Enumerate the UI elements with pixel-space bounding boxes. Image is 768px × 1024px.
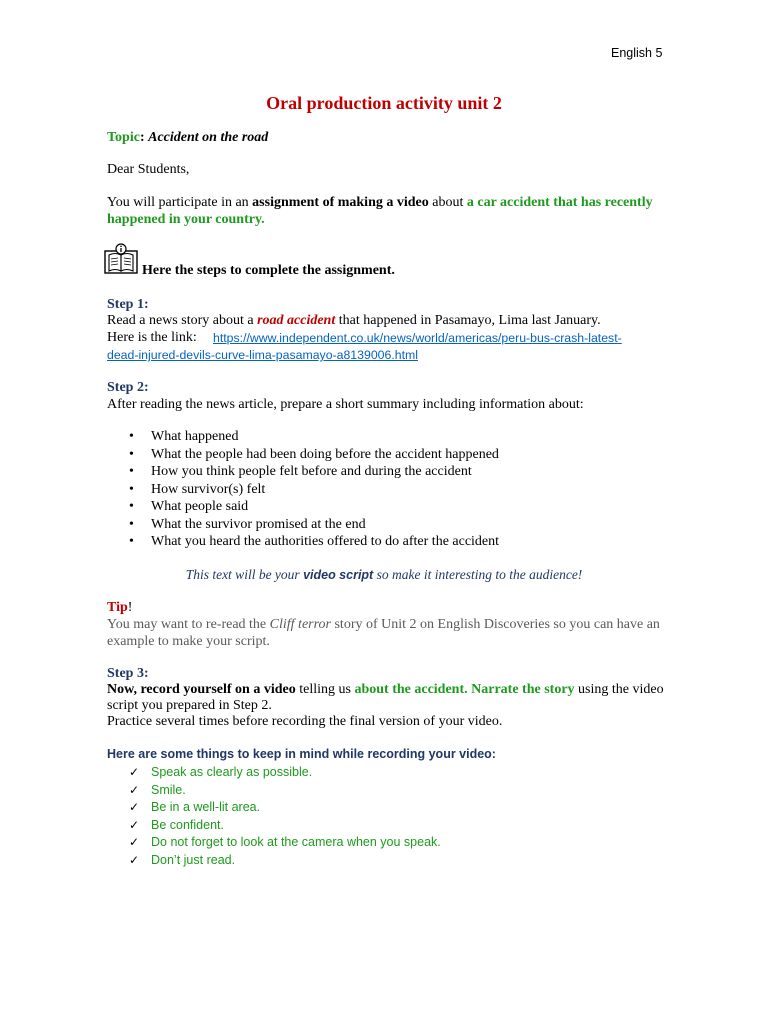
step1-text-a: Read a news story about a — [107, 313, 258, 328]
topic-line — [107, 129, 268, 146]
list-item: ✓ Do not forget to look at the camera when you speak. — [129, 834, 441, 852]
topic-value: Accident on the road — [148, 130, 269, 145]
page-title: Oral production activity unit 2 — [266, 93, 502, 113]
reminders-check-list — [129, 764, 441, 869]
step3-heading: Step 3: — [107, 666, 149, 681]
bullet-icon: • — [129, 499, 134, 514]
cliff-terror-text: Cliff terror — [269, 617, 331, 632]
tip-heading — [107, 599, 132, 616]
bullet-icon: • — [129, 464, 134, 479]
list-item: • What the survivor promised at the end — [129, 516, 366, 532]
bullet-icon: • — [129, 429, 134, 444]
article-link-line-2[interactable]: dead-injured-devils-curve-lima-pasamayo-a8139006.html — [107, 348, 418, 362]
list-item: • What the people had been doing before the accident happened — [129, 446, 499, 462]
list-item: • How you think people felt before and during the accident — [129, 464, 472, 479]
tip-line-1: You may want to re-read the Cliff terror story of Unit 2 on English Discoveries so you can have an — [107, 617, 660, 632]
list-item: • How survivor(s) felt — [129, 481, 266, 497]
video-script-note: This text will be your video script so make it interesting to the audience! — [185, 567, 583, 582]
article-link-line-1[interactable]: https://www.independent.co.uk/news/world/americas/peru-bus-crash-latest- — [213, 331, 622, 345]
tip-bang: ! — [127, 600, 133, 615]
checkmark-icon: ✓ — [129, 765, 140, 779]
step1-link-label: Here is the link: — [107, 330, 197, 345]
topic-label: Topic — [107, 130, 140, 145]
intro-line-2: happened in your country. — [107, 212, 265, 227]
checkmark-icon: ✓ — [129, 852, 140, 867]
intro-green: a car accident that has recently — [466, 195, 653, 210]
step3-line-1: Now, record yourself on a video telling us about the accident. Narrate the story using the video — [107, 682, 664, 697]
reminders-heading: Here are some things to keep in mind while recording your video: — [107, 747, 496, 761]
bullet-icon: • — [129, 516, 134, 532]
intro-line-1 — [107, 194, 653, 211]
tip-line-2: example to make your script. — [107, 634, 270, 649]
step3-green: about the accident. Narrate the story — [354, 682, 575, 697]
list-item: • What happened — [129, 429, 239, 444]
summary-bullet-list — [129, 428, 499, 551]
step2-text: After reading the news article, prepare a short summary including information about: — [107, 397, 584, 412]
topic-colon: : — [139, 130, 145, 145]
intro-about: about — [428, 195, 467, 210]
video-script-bold: video script — [303, 568, 374, 582]
list-item: • What people said — [129, 499, 249, 514]
bullet-icon: • — [129, 534, 134, 549]
book-info-icon — [104, 243, 138, 275]
list-item: ✓ Speak as clearly as possible. — [129, 764, 441, 782]
step3-bold: Now, record yourself on a video — [107, 682, 296, 697]
list-item: ✓ Don’t just read. — [129, 852, 441, 870]
tip-label: Tip — [107, 600, 128, 615]
checkmark-icon: ✓ — [129, 835, 140, 849]
step1-heading: Step 1: — [107, 297, 149, 312]
greeting: Dear Students, — [107, 162, 190, 177]
list-item: • What you heard the authorities offered to do after the accident — [129, 534, 500, 549]
steps-heading: Here the steps to complete the assignment. — [142, 263, 395, 278]
intro-text: You will participate in an — [107, 195, 253, 210]
step3-line-3: Practice several times before recording the final version of your video. — [107, 714, 503, 729]
list-item: ✓ Be in a well-lit area. — [129, 799, 441, 817]
road-accident-text: road accident — [257, 313, 336, 328]
checkmark-icon: ✓ — [129, 782, 140, 797]
step1-line-1 — [107, 312, 601, 329]
step3-line-2: script you prepared in Step 2. — [107, 698, 272, 713]
checkmark-icon: ✓ — [129, 817, 140, 832]
intro-bold: assignment of making a video — [252, 195, 429, 210]
bullet-icon: • — [129, 446, 134, 462]
list-item: ✓ Smile. — [129, 782, 441, 800]
course-header: English 5 — [611, 46, 663, 60]
bullet-icon: • — [129, 481, 134, 497]
step1-text-b: that happened in Pasamayo, Lima last January. — [335, 313, 601, 328]
step2-heading: Step 2: — [107, 380, 149, 395]
list-item: ✓ Be confident. — [129, 817, 441, 835]
checkmark-icon: ✓ — [129, 800, 140, 814]
